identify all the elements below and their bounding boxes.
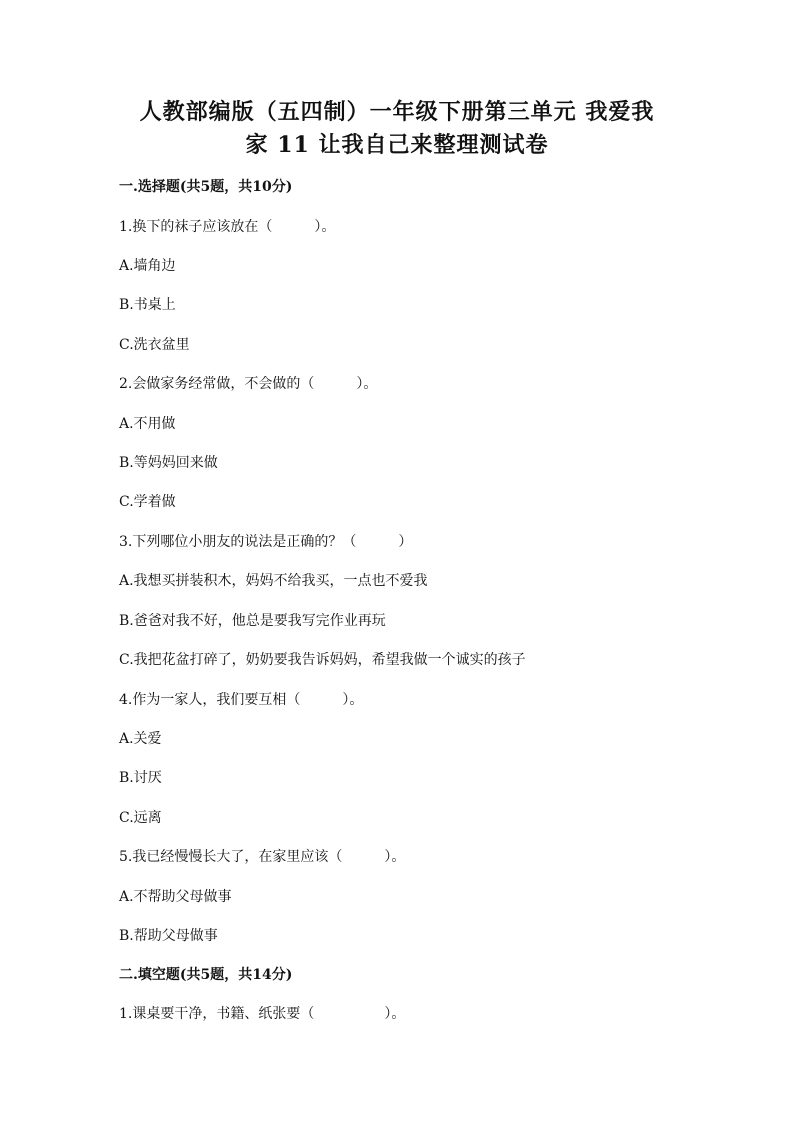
title-line-1: 人教部编版（五四制）一年级下册第三单元 我爱我 — [139, 99, 655, 125]
question-option: A.不帮助父母做事 — [119, 889, 232, 905]
question-option: A.我想买拼装积木，妈妈不给我买，一点也不爱我 — [119, 573, 428, 589]
question-option: C.学着做 — [119, 494, 176, 510]
question-option: C.远离 — [119, 810, 162, 826]
question-stem: 1.课桌要干净，书籍、纸张要（ ）。 — [119, 1006, 406, 1022]
question-option: A.墙角边 — [119, 258, 176, 274]
title-line-2: 家 11 让我自己来整理测试卷 — [245, 132, 549, 158]
question-option: B.书桌上 — [119, 297, 176, 313]
question-stem: 2.会做家务经常做，不会做的（ ）。 — [119, 376, 378, 392]
section-heading-fill-blank: 二.填空题(共5题，共14分) — [119, 967, 293, 983]
question-stem: 4.作为一家人，我们要互相（ ）。 — [119, 692, 364, 708]
question-option: B.讨厌 — [119, 770, 162, 786]
question-option: C.洗衣盆里 — [119, 337, 190, 353]
question-option: B.帮助父母做事 — [119, 928, 218, 944]
question-option: A.关爱 — [119, 731, 162, 747]
question-option: B.等妈妈回来做 — [119, 455, 218, 471]
question-option: A.不用做 — [119, 416, 176, 432]
question-stem: 1.换下的袜子应该放在（ ）。 — [119, 219, 336, 235]
section-heading-choice: 一.选择题(共5题，共10分) — [119, 179, 293, 195]
question-stem: 3.下列哪位小朋友的说法是正确的？（ ） — [119, 534, 413, 550]
question-stem: 5.我已经慢慢长大了，在家里应该（ ）。 — [119, 849, 406, 865]
question-option: B.爸爸对我不好，他总是要我写完作业再玩 — [119, 613, 386, 629]
question-option: C.我把花盆打碎了，奶奶要我告诉妈妈，希望我做一个诚实的孩子 — [119, 652, 526, 668]
